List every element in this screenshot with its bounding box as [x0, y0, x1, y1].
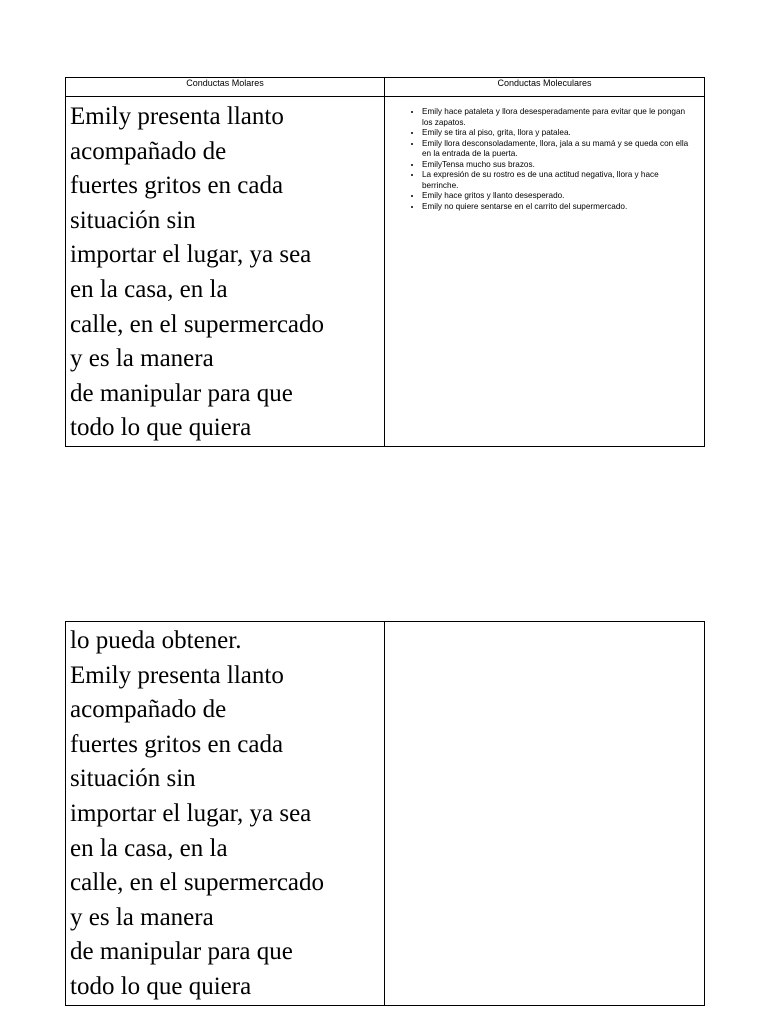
- header-conductas-molares: Conductas Molares: [66, 78, 385, 97]
- molar-cell: [66, 622, 385, 1006]
- molar-description: Emily presenta llanto acompañado de fuertes gritos en cada situación sin importar el lugar, ya sea en la casa, en la calle, en el supermercado y es la manera de manipular para que todo lo que quiera: [70, 103, 325, 442]
- molar-description-continued: lo pueda obtener. Emily presenta llanto acompañado de fuertes gritos en cada situación sin importar el lugar, ya sea en la casa, en la calle, en el supermercado y es la manera de manipular para que todo lo que quiera: [70, 627, 325, 1000]
- conductas-table-page-continuation: [65, 621, 705, 1006]
- list-item: • La expresión de su rostro es de una actitud negativa, llora y hace berrinche.: [422, 170, 696, 191]
- molecular-cell-empty: [385, 622, 705, 1006]
- list-item: • Emily llora desconsoladamente, llora, jala a su mamá y se queda con ella en la entrada de la puerta.: [422, 139, 696, 160]
- list-item: • Emily se tira al piso, grita, llora y patalea.: [422, 128, 696, 139]
- molecular-behavior-list: [385, 107, 696, 212]
- molar-cell: [66, 97, 385, 447]
- table-row: [66, 622, 705, 1006]
- list-item: • Emily hace pataleta y llora desesperadamente para evitar que le pongan los zapatos.: [422, 107, 696, 128]
- table-header-row: [66, 78, 705, 97]
- table-row: [66, 97, 705, 447]
- list-item: • Emily no quiere sentarse en el carrito del supermercado.: [422, 202, 696, 213]
- header-conductas-moleculares: Conductas Moleculares: [385, 78, 705, 97]
- list-item: • Emily hace gritos y llanto desesperado.: [422, 191, 696, 202]
- conductas-table-page-top: [65, 77, 705, 447]
- molecular-cell: [385, 97, 705, 447]
- list-item: • EmilyTensa mucho sus brazos.: [422, 160, 696, 171]
